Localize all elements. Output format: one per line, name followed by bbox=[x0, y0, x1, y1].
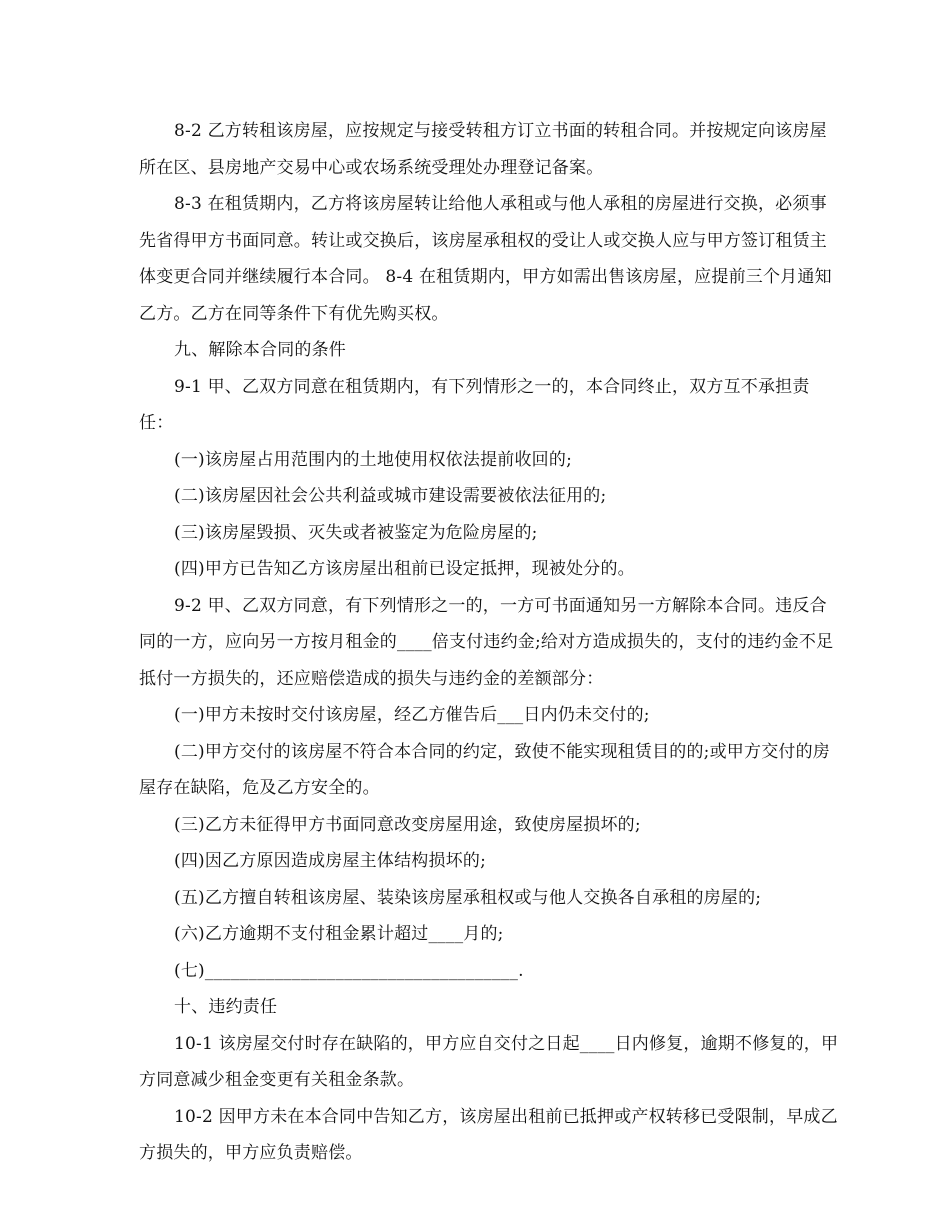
clause-10-2: 10-2 因甲方未在本合同中告知乙方，该房屋出租前已抵押或产权转移已受限制，早成乙方损失的，甲方应负责赔偿。 bbox=[139, 1106, 838, 1163]
clause-8-2: 8-2 乙方转租该房屋，应按规定与接受转租方订立书面的转租合同。并按规定向该房屋所在区、县房地产交易中心或农场系统受理处办理登记备案。 bbox=[139, 121, 827, 178]
list-item: (二)甲方交付的该房屋不符合本合同的约定，致使不能实现租赁目的的;或甲方交付的房屋存在缺陷，危及乙方安全的。 bbox=[139, 741, 830, 798]
clause-8-3-8-4: 8-3 在租赁期内，乙方将该房屋转让给他人承租或与他人承租的房屋进行交换，必须事先省得甲方书面同意。转让或交换后，该房屋承租权的受让人或交换人应与甲方签订租赁主体变更合同并继续履行本合同。 8-4 在租赁期内，甲方如需出售该房屋，应提前三个月通知乙方。乙方在同等条件下有优先购买权。 bbox=[139, 194, 832, 324]
list-item: (六)乙方逾期不支付租金累计超过____月的; bbox=[174, 924, 504, 944]
list-item: (七)____________________________________. bbox=[174, 960, 524, 981]
list-item: (一)甲方未按时交付该房屋，经乙方催告后___日内仍未交付的; bbox=[174, 705, 650, 725]
section-heading-10: 十、违约责任 bbox=[174, 997, 278, 1017]
list-item: (五)乙方擅自转租该房屋、装染该房屋承租权或与他人交换各自承租的房屋的; bbox=[174, 887, 762, 908]
clause-9-1: 9-1 甲、乙双方同意在租赁期内，有下列情形之一的，本合同终止，双方互不承担责任： bbox=[139, 376, 810, 433]
list-item: (三)该房屋毁损、灭失或者被鉴定为危险房屋的; bbox=[174, 522, 538, 543]
list-item: (四)甲方已告知乙方该房屋出租前已设定抵押，现被处分的。 bbox=[174, 559, 635, 579]
section-heading-9: 九、解除本合同的条件 bbox=[174, 340, 346, 360]
list-item: (二)该房屋因社会公共利益或城市建设需要被依法征用的; bbox=[174, 486, 607, 506]
list-item: (一)该房屋占用范围内的土地使用权依法提前收回的; bbox=[174, 449, 572, 470]
list-item: (四)因乙方原因造成房屋主体结构损坏的; bbox=[174, 851, 486, 871]
clause-9-2: 9-2 甲、乙双方同意，有下列情形之一的，一方可书面通知另一方解除本合同。违反合同的一方，应向另一方按月租金的____倍支付违约金;给对方造成损失的，支付的违约金不足抵付一方损失的，还应赔偿造成的损失与违约金的差额部分： bbox=[139, 595, 834, 689]
document-body bbox=[139, 113, 839, 1172]
list-item: (三)乙方未征得甲方书面同意改变房屋用途，致使房屋损坏的; bbox=[174, 814, 641, 835]
clause-10-1: 10-1 该房屋交付时存在缺陷的，甲方应自交付之日起____日内修复，逾期不修复的，甲方同意减少租金变更有关租金条款。 bbox=[139, 1033, 839, 1090]
